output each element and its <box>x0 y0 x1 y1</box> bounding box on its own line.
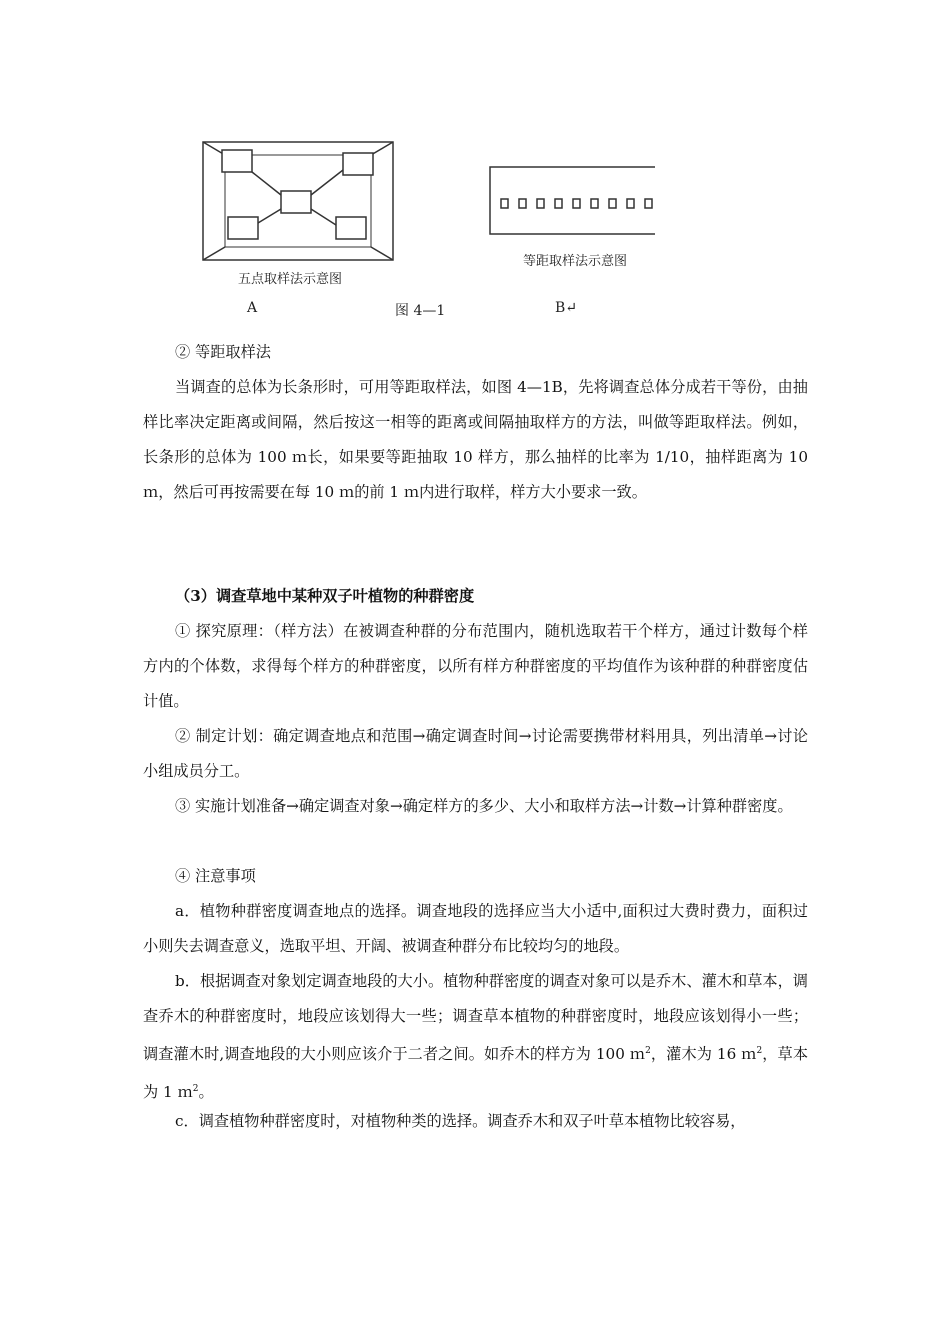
label-a: A <box>247 300 258 316</box>
sample-center <box>281 191 311 213</box>
sample-top-left <box>222 150 252 172</box>
paragraph-implement: ③ 实施计划准备→确定调查对象→确定样方的多少、大小和取样方法→计数→计算种群密度。 <box>175 797 793 815</box>
sampling-diagram <box>195 135 655 325</box>
superscript: 2 <box>192 1084 199 1095</box>
figure-title: 图 4—1 <box>395 303 446 319</box>
paragraph-note-c: c．调查植物种群密度时，对植物种类的选择。调查乔木和双子叶草本植物比较容易， <box>175 1112 746 1130</box>
sample-top-right <box>343 153 373 175</box>
superscript: 2 <box>645 1046 651 1056</box>
figure-4-1 <box>195 135 655 325</box>
section-heading-3: （3）调查草地中某种双子叶植物的种群密度 <box>175 587 475 605</box>
sample-bottom-right <box>336 217 366 239</box>
paragraph-note-b: b．根据调查对象划定调查地段的大小。植物种群密度的调查对象可以是乔木、灌木和草本，调查乔木的种群密度时，地段应该划得大一些；调查草本植物的种群密度时，地段应该划得小一些；调查灌木时,调查地段的大小则应该介于二者之间。如乔木的样方为 100 ｍ$^2$，灌木为 16 ｍ$^2$，草本为 1 ｍ$^2$。 <box>143 972 809 1102</box>
paragraph-note-a: a．植物种群密度调查地点的选择。调查地段的选择应当大小适中,面积过大费时费力，面积过小则失去调查意义，选取平坦、开阔、被调查种群分布比较均匀的地段。 <box>143 902 808 955</box>
superscript: 2 <box>756 1046 763 1056</box>
five-point-caption: 五点取样法示意图 <box>238 272 343 287</box>
paragraph-plan: ② 制定计划：确定调查地点和范围→确定调查时间→讨论需要携带材料用具，列出清单→讨论小组成员分工。 <box>143 727 808 780</box>
heading-equidistant: ② 等距取样法 <box>175 343 271 361</box>
heading-notes: ④ 注意事项 <box>175 867 256 885</box>
paragraph-equidistant: 当调查的总体为长条形时，可用等距取样法，如图 4—1B，先将调查总体分成若干等份，由抽样比率决定距离或间隔，然后按这一相等的距离或间隔抽取样方的方法，叫做等距取样法。例如，长条形的总体为 100 ｍ长，如果要等距抽取 10 样方，那么抽样的比率为 1/10，抽样距离为 10 ｍ，然后可再按需要在每 10 ｍ的前 1 ｍ内进行取样，样方大小要求一致。 <box>143 378 808 501</box>
paragraph-principle: ① 探究原理：（样方法）在被调查种群的分布范围内，随机选取若干个样方，通过计数每个样方内的个体数，求得每个样方的种群密度，以所有样方种群密度的平均值作为该种群的种群密度估计值。 <box>143 622 808 710</box>
sample-bottom-left <box>228 217 258 239</box>
label-b: B↵ <box>555 300 578 316</box>
equidistant-caption: 等距取样法示意图 <box>523 254 628 269</box>
